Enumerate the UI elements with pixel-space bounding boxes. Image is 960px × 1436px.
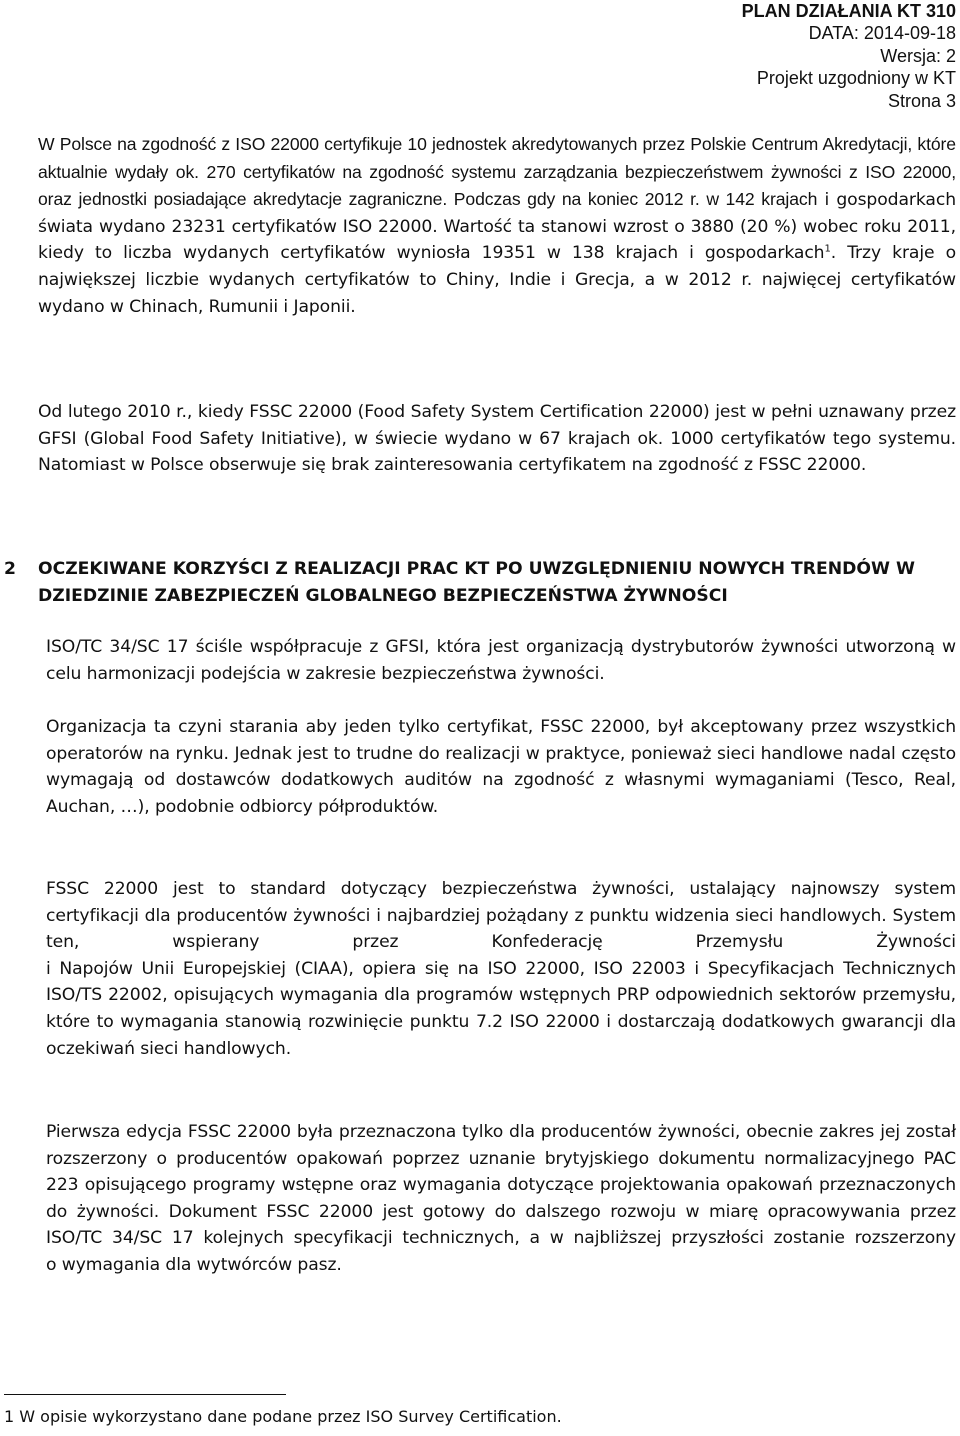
footnote	[4, 1406, 562, 1428]
date-line: DATA: 2014-09-18	[808, 23, 956, 44]
page-header	[742, 0, 956, 112]
footnote-ref: 1	[824, 243, 831, 255]
intro-text-a: W Polsce na zgodność z ISO 22000 certyfikuje 10 jednostek akredytowanych przez Polskie Centrum Akredytacji, które aktualnie wydały ok. 270 certyfikatów na zgodność systemu zarządzania bezpieczeństwem żywności z ISO 22000, oraz jednostki posiadające akredytacje zagraniczne. Podczas gdy na koniec 2012 r. w 142 krajach	[38, 134, 956, 210]
body-text-4a: Pierwsza edycja FSSC 22000 była przeznaczona tylko dla producentów żywności, obecnie zakres jej został rozszerzony o producentów opakowań poprzez uznanie brytyjskiego dokumentu normalizacyjnego PAC 223 opisującego programy wstępne oraz wymagania dotyczące projektowania opakowań przeznaczonych do żywności. Dokument FSSC 22000 jest gotowy do dalszego rozwoju w miarę opracowywania przez ISO/TC 34/SC 17 kolejnych specyfikacji technicznych, a w najbliższej przyszłości zostanie rozszerzony	[46, 1122, 956, 1249]
intro-paragraph-1	[38, 131, 956, 320]
intro-text-b: i gospodarkach świata wydano 23231 certyfikatów ISO 22000. Wartość ta stanowi wzrost o 3880 (20 %) wobec roku 2011, kiedy to liczba wydanych certyfikatów wyniosła 19351 w 138 krajach i gospodarkach	[38, 190, 956, 264]
section-title: OCZEKIWANE KORZYŚCI Z REALIZACJI PRAC KT PO UWZGLĘDNIENIU NOWYCH TRENDÓW W DZIEDZINIE ZABEZPIECZEŃ GLOBALNEGO BEZPIECZEŃSTWA ŻYWNOŚCI	[38, 559, 915, 606]
body-text-1: ISO/TC 34/SC 17 ściśle współpracuje z GFSI, która jest organizacją dystrybutorów żywności utworzoną w celu harmonizacji podejścia w zakresie bezpieczeństwa żywności.	[46, 637, 956, 684]
footnote-text: W opisie wykorzystano dane podane przez ISO Survey Certification.	[14, 1407, 562, 1426]
plan-title: PLAN DZIAŁANIA KT 310	[741, 1, 956, 21]
body-text-3b: i Napojów Unii Europejskiej (CIAA), opiera się na ISO 22000, ISO 22003 i Specyfikacjach Technicznych ISO/TS 22002, opisujących wymagania dla programów wstępnych PRP odpowiednich sektorów przemysłu, które to wymagania stanowią rozwinięcie punktu 7.2 ISO 22000 i dostarczają dodatkowych gwarancji dla oczekiwań sieci handlowych.	[46, 958, 956, 1059]
status-line: Projekt uzgodniony w KT	[756, 68, 956, 89]
intro-paragraph-2	[38, 399, 956, 479]
body-paragraph-2	[46, 714, 956, 820]
body-text-2: Organizacja ta czyni starania aby jeden tylko certyfikat, FSSC 22000, był akceptowany przez wszystkich operatorów na rynku. Jednak jest to trudne do realizacji w praktyce, ponieważ sieci handlowe nadal często wymagają od dostawców dodatkowych auditów na zgodność z własnymi wymaganiami (Tesco, Real, Auchan, …), podobnie odbiorcy półproduktów.	[46, 717, 956, 817]
page-number: Strona 3	[887, 90, 956, 111]
footnote-separator	[4, 1394, 286, 1395]
body-paragraph-4	[46, 1119, 956, 1279]
body-paragraph-1	[46, 634, 956, 687]
body-text-4b: o wymagania dla wytwórców pasz.	[46, 1254, 342, 1275]
footnote-mark: 1	[4, 1407, 15, 1426]
body-paragraph-3	[46, 876, 956, 1062]
intro-text-2: Od lutego 2010 r., kiedy FSSC 22000 (Food Safety System Certification 22000) jest w pełni uznawany przez GFSI (Global Food Safety Initiative), w świecie wydano w 67 krajach ok. 1000 certyfikatów tego systemu. Natomiast w Polsce obserwuje się brak zainteresowania certyfikatem na zgodność z FSSC 22000.	[38, 402, 956, 476]
section-number: 2	[4, 559, 16, 579]
version-line: Wersja: 2	[880, 45, 956, 66]
intro-text-c: . Trzy kraje o największej liczbie wydanych certyfikatów to Chiny, Indie i Grecja, a w 2012 r. najwięcej certyfikatów wydano w Chinach, Rumunii i Japonii.	[38, 243, 956, 317]
body-text-3a: FSSC 22000 jest to standard dotyczący bezpieczeństwa żywności, ustalający najnowszy system certyfikacji dla producentów żywności i najbardziej pożądany z punktu widzenia sieci handlowych. System ten, wspierany przez Konfederację Przemysłu Żywności	[46, 879, 956, 953]
